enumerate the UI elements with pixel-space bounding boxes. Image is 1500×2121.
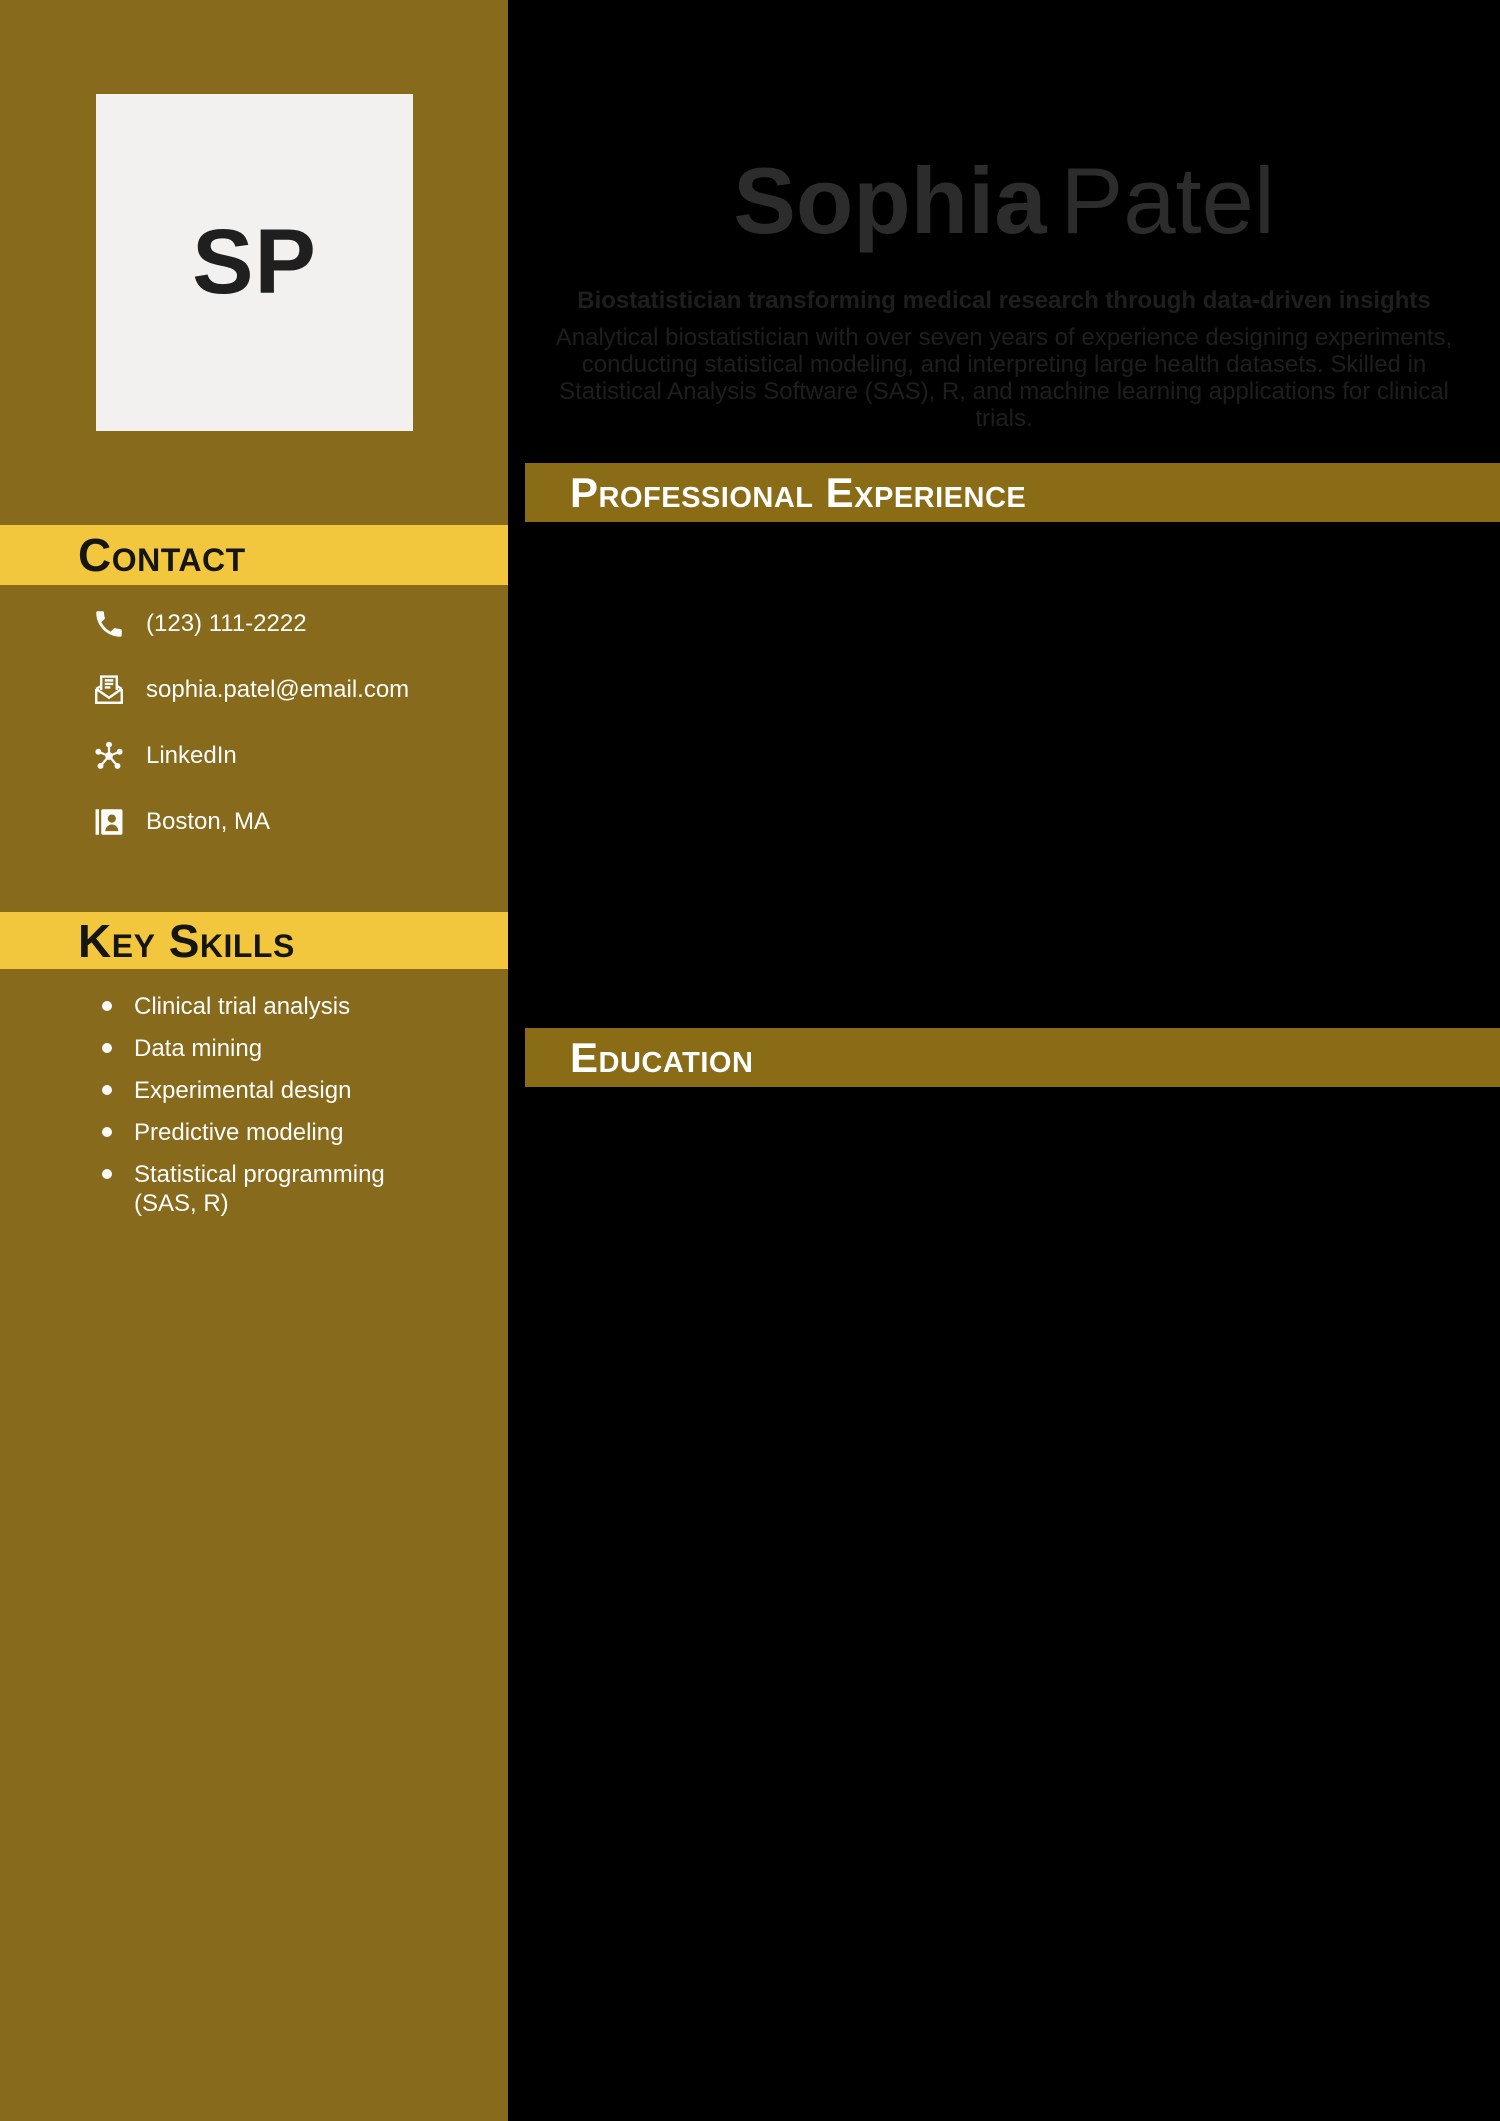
skill-item: Statistical programming (SAS, R) [100, 1160, 452, 1218]
contact-email-value: sophia.patel@email.com [146, 675, 410, 703]
sidebar [0, 0, 508, 2121]
summary-paragraph: Analytical biostatistician with over seven years of experience designing experiments, conducting statistical modeling, and interpreting large health datasets. Skilled in Statistical Analysis Software (SAS), R, and machine learning applications for clinical trials. [555, 324, 1453, 432]
education-heading: Education [570, 1033, 754, 1081]
contact-item-location [92, 804, 409, 839]
profile-initials: SP [192, 211, 317, 313]
contact-heading: Contact [78, 529, 246, 581]
skill-item: Clinical trial analysis [100, 992, 452, 1021]
contact-item-linkedin [92, 738, 409, 773]
email-icon [92, 673, 136, 707]
candidate-name [508, 148, 1500, 253]
contact-section-band [0, 525, 508, 585]
section-header-professional-experience [525, 463, 1500, 522]
contact-item-email [92, 672, 409, 707]
skills-section-band [0, 912, 508, 969]
professional-experience-heading: Professional Experience [570, 468, 1027, 516]
skills-heading: Key Skills [78, 914, 295, 967]
location-icon [92, 805, 136, 839]
skills-list [100, 992, 452, 1231]
skill-item: Predictive modeling [100, 1118, 452, 1147]
contact-linkedin-value: LinkedIn [146, 741, 237, 769]
skill-item: Data mining [100, 1034, 452, 1063]
tagline: Biostatistician transforming medical research through data-driven insights [577, 287, 1431, 314]
contact-list [92, 606, 409, 870]
section-header-education [525, 1028, 1500, 1087]
contact-item-phone [92, 606, 409, 641]
skill-item: Experimental design [100, 1076, 452, 1105]
contact-location-value: Boston, MA [146, 807, 271, 835]
first-name: Sophia [733, 148, 1047, 253]
profile-photo-placeholder [96, 94, 413, 431]
contact-phone-value: (123) 111-2222 [146, 609, 307, 637]
last-name: Patel [1060, 148, 1275, 253]
phone-icon [92, 607, 136, 641]
main-column [508, 0, 1500, 2121]
linkedin-icon [92, 739, 136, 773]
